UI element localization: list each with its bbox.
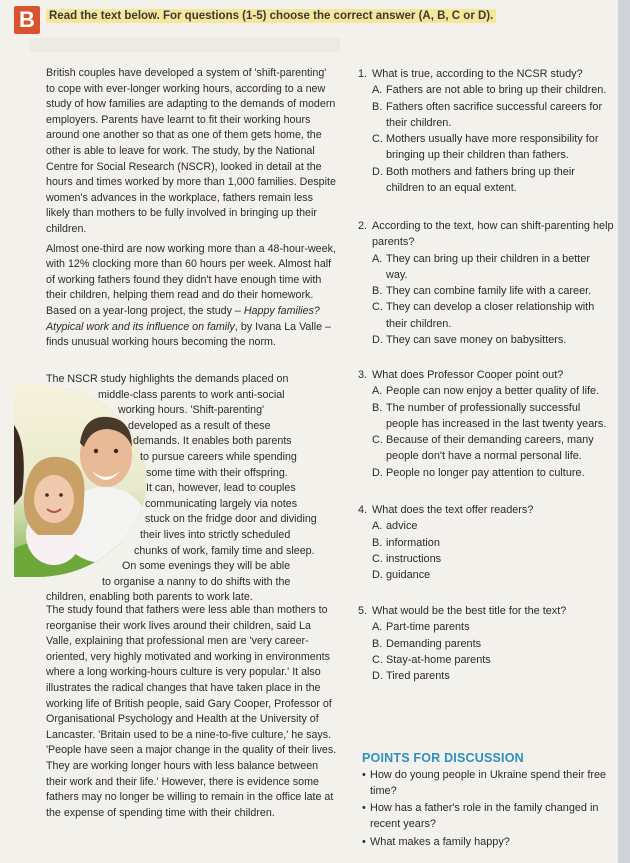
option-letter: C. [372,301,383,314]
wrap-line: to organise a nanny to do shifts with the [102,575,291,588]
option-text: They can bring up their children in a better way. [386,252,591,281]
option-text: information [386,536,440,549]
option-letter: B. [372,536,383,549]
wrap-line: The NSCR study highlights the demands placed on [46,373,289,385]
option-letter: C. [372,653,383,666]
wrap-line: their lives into strictly scheduled [140,529,291,541]
option-letter: B. [372,401,383,414]
question-number: 4. [358,504,368,516]
option-text: Stay-at-home parents [386,653,491,666]
wrap-line: children, enabling both parents to work late. [46,591,253,604]
wrap-line: It can, however, lead to couples [146,482,296,495]
question-number: 3. [358,369,368,381]
article-paragraph-4: The study found that fathers were less able than mothers to reorganise their work lives around their children, said La Valle, explaining that professional men are 'very career-oriented, very highly motivated and working in environments where a long working-hours culture is very popular.' It also illustrates the radical changes that have taken place in the working life of British people, said Gary Cooper, Professor of Organisational Psychology and Health at the University of Lancaster. 'Britain used to be a nine-to-five culture,' he says. 'People have seen a major change in the quality of their lives. They are working longer hours with less balance between their work and their life.' However, there is evidence some fathers may no longer be willing to remain in the office late at the expense of spending time with their children. [46,604,337,819]
option-text: People no longer pay attention to culture. [386,466,585,479]
option-text: Fathers are not able to bring up their children. [386,84,607,97]
wrap-line: to pursue careers while spending [140,451,297,463]
option-c[interactable] [358,432,614,465]
question-3 [358,367,614,481]
wrap-line: stuck on the fridge door and dividing [145,513,317,526]
option-a[interactable] [358,82,614,98]
option-letter: D. [372,165,383,178]
option-letter: A. [372,621,383,634]
bullet-icon: • [362,836,366,848]
option-d[interactable] [358,332,614,348]
option-text: They can save money on babysitters. [386,334,567,347]
option-letter: B. [372,637,383,650]
decorative-band [30,38,340,52]
option-text: Both mothers and fathers bring up their children to an equal extent. [386,165,575,195]
wrap-line: On some evenings they will be able [122,560,291,573]
option-a[interactable] [358,518,614,534]
question-number: 1. [358,68,368,80]
option-b[interactable] [358,283,614,299]
option-letter: A. [372,385,383,398]
discussion-text: How do young people in Ukraine spend their free time? [370,769,607,797]
option-text: They can combine family life with a career. [386,285,592,298]
option-letter: A. [372,252,383,265]
study-title: Happy families? Atypical work and its influence on family [46,304,320,333]
option-c[interactable] [358,551,614,567]
wrap-line: demands. It enables both parents [133,435,292,448]
option-d[interactable] [358,465,614,481]
option-d[interactable] [358,567,614,583]
option-b[interactable] [358,99,614,132]
option-letter: D. [372,670,383,683]
option-text: The number of professionally successful people has increased in the last twenty years. [386,401,607,430]
question-stem: What does Professor Cooper point out? [372,369,564,381]
wrap-line: developed as a result of these [128,419,271,432]
option-d[interactable] [358,668,614,684]
question-stem: What is true, according to the NCSR study? [372,68,583,80]
question-1 [358,66,614,196]
section-badge: B [14,6,40,34]
question-2 [358,218,614,348]
wrap-line: some time with their offspring. [146,466,288,479]
option-text: instructions [386,552,442,565]
option-text: People can now enjoy a better quality of life. [386,385,600,398]
question-stem: What does the text offer readers? [372,504,534,516]
option-text: Part-time parents [386,621,470,634]
option-text: guidance [386,569,431,582]
option-text: Demanding parents [386,637,482,650]
discussion-item [362,834,612,850]
discussion-item [362,800,612,832]
bullet-icon: • [362,802,366,814]
option-d[interactable] [358,164,614,197]
option-letter: C. [372,434,383,447]
article-paragraph-2 [46,242,338,351]
option-letter: B. [372,100,383,113]
option-a[interactable] [358,619,614,635]
option-c[interactable] [358,652,614,668]
option-text: Because of their demanding careers, many people don't have a normal personal life. [386,434,594,463]
option-text: They can develop a closer relationship with their children. [386,301,595,330]
question-stem: According to the text, how can shift-parenting help parents? [372,220,614,249]
discussion-title: POINTS FOR DISCUSSION [362,751,524,765]
option-text: Fathers often sacrifice successful careers for their children. [386,100,603,129]
question-number: 5. [358,605,368,617]
option-b[interactable] [358,400,614,433]
wrap-line: communicating largely via notes [145,497,298,510]
article-top [46,66,338,355]
option-a[interactable] [358,383,614,399]
option-letter: C. [372,552,383,565]
question-stem: What would be the best title for the text? [372,605,567,617]
task-instruction: Read the text below. For questions (1-5) choose the correct answer (A, B, C or D). [46,9,496,23]
discussion-item [362,767,612,799]
wrap-line: chunks of work, family time and sleep. [134,544,315,557]
question-4 [358,502,614,583]
wrap-line: middle-class parents to work anti-social [98,388,285,401]
discussion-text: How has a father's role in the family changed in recent years? [370,802,599,830]
option-text: Mothers usually have more responsibility for bringing up their children than fathers. [386,133,599,162]
option-b[interactable] [358,535,614,551]
option-letter: A. [372,84,383,97]
option-letter: C. [372,133,383,146]
wrap-line: working hours. 'Shift-parenting' [118,404,265,417]
option-a[interactable] [358,251,614,284]
option-letter: B. [372,285,383,298]
option-letter: D. [372,334,383,347]
option-c[interactable] [358,131,614,164]
p2-end: , by Ivana La Valle – finds unusual working hours becoming the norm. [46,320,331,349]
option-b[interactable] [358,636,614,652]
option-text: advice [386,520,418,533]
option-letter: D. [372,466,383,479]
option-letter: D. [372,569,383,582]
page-edge [618,0,630,863]
p2-start: Almost one-third are now working more than a 48-hour-week, with 12% clocking more than 60 hours per week. Almost half of working fathers found they didn't have enough time with their children, helping them read and do their homework. Based on a year-long project, the study – [46,242,336,317]
question-5 [358,603,614,684]
article-paragraph-1: British couples have developed a system of 'shift-parenting' to cope with ever-longer working hours, according to a new study of how families are adapting to the demands of modern employers. Parents have learnt to fit their working hours around one another so that as one of them gets home, the other is able to leave for work. The study, by the National Centre for Social Research (NSCR), looked in detail at the hours and times worked by more than 1,000 families. Despite women's advances in the workplace, fathers remain less likely than mothers to be fully involved in bringing up their children. [46,67,336,235]
option-text: Tired parents [386,670,450,683]
discussion-text: What makes a family happy? [370,836,510,848]
bullet-icon: • [362,769,366,781]
option-c[interactable] [358,299,614,332]
question-number: 2. [358,220,368,232]
option-letter: A. [372,520,383,533]
